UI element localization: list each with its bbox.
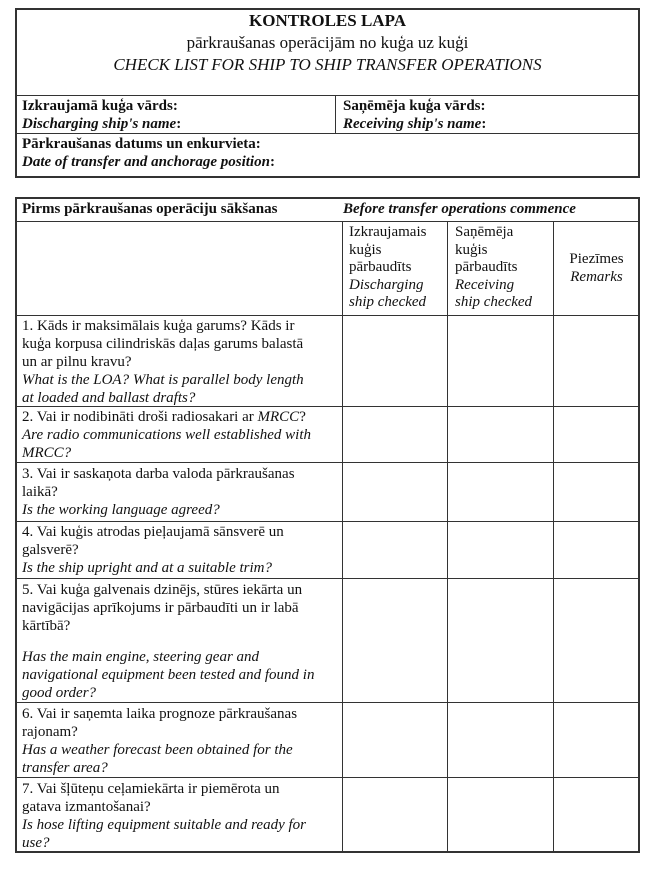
section-title-en: Before transfer operations commence: [343, 201, 576, 217]
row-sep-4: [15, 578, 640, 579]
col-header-discharging-l1: Izkraujamais: [349, 224, 427, 240]
checklist-item-7: [22, 780, 340, 852]
item-3-lv-l2: laikā?: [22, 484, 58, 500]
col-header-receiving-l1: Saņēmēja: [455, 224, 514, 240]
subtitle-lv: pārkraušanas operācijām no kuģa uz kuģi: [186, 33, 469, 52]
section-divider: [15, 221, 640, 222]
item-4-lv-l2: galsverē?: [22, 542, 79, 558]
item-5-lv-l1: 5. Vai kuģa galvenais dzinējs, stūres iekārta un: [22, 582, 303, 598]
item-7-en-l2: use?: [22, 835, 50, 851]
discharging-ship-label-en: [22, 115, 181, 133]
discharging-ship-label-en-text: Discharging ship's name: [22, 116, 177, 132]
col-header-receiving-l3: pārbaudīts: [455, 259, 518, 275]
item-6-en-l1: Has a weather forecast been obtained for the: [22, 742, 293, 758]
item-5-en-l2: navigational equipment been tested and found in: [22, 667, 315, 683]
item-6-lv-l2: rajonam?: [22, 724, 78, 740]
item-1-lv-l2: kuģa korpusa cilindriskās daļas garums balastā: [22, 336, 304, 352]
col-header-discharging-l2: kuģis: [349, 241, 382, 258]
row-sep-5: [15, 702, 640, 703]
col-header-receiving-l2: kuģis: [455, 241, 488, 258]
item-2-en-l2: MRCC?: [22, 445, 72, 461]
checklist-item-4: [22, 523, 340, 577]
col-header-discharging-en-l2: ship checked: [349, 294, 427, 310]
item-2-lv-l1: [22, 408, 340, 426]
receiving-ship-label-en: [343, 115, 486, 133]
item-2-lv-post: ?: [299, 409, 306, 425]
row-sep-3: [15, 521, 640, 522]
item-2-lv-abbr: MRCC: [257, 409, 300, 425]
receiving-colon: :: [481, 116, 487, 132]
item-1-lv-l3: un ar pilnu kravu?: [22, 354, 132, 370]
item-4-lv-l1: 4. Vai kuģis atrodas pieļaujamā sānsverē un: [22, 524, 284, 540]
item-2-lv-pre: 2. Vai ir nodibināti droši radiosakari ar: [22, 409, 258, 425]
col-header-remarks-en: Remarks: [570, 269, 623, 285]
transfer-date-label: Pārkraušanas datums un enkurvieta:: [22, 136, 261, 152]
item-6-lv-l1: 6. Vai ir saņemta laika prognoze pārkraušanas: [22, 706, 298, 722]
receiving-ship-label: Saņēmēja kuģa vārds:: [343, 98, 486, 114]
header-divider-names: [335, 95, 336, 133]
item-3-lv-l1: 3. Vai ir saskaņota darba valoda pārkraušanas: [22, 466, 295, 482]
item-1-en-l2: at loaded and ballast drafts?: [22, 390, 196, 406]
item-5-lv-l3: kārtībā?: [22, 618, 71, 634]
item-5-gap: [22, 635, 340, 648]
section-title-lv: Pirms pārkraušanas operāciju sākšanas: [22, 201, 278, 217]
item-1-en-l1: What is the LOA? What is parallel body length: [22, 372, 304, 388]
checklist-item-5: [22, 581, 340, 702]
item-3-en-l1: Is the working language agreed?: [22, 502, 220, 518]
row-sep-6: [15, 777, 640, 778]
col-header-discharging-l3: pārbaudīts: [349, 259, 412, 275]
item-1-lv-l1: 1. Kāds ir maksimālais kuģa garums? Kāds ir: [22, 318, 295, 334]
header-divider-2: [15, 133, 640, 134]
item-7-lv-l1: 7. Vai šļūteņu ceļamiekārta ir piemērota un: [22, 781, 280, 797]
item-5-lv-l2: navigācijas aprīkojums ir pārbaudīti un ir labā: [22, 600, 299, 616]
checklist-item-2: [22, 408, 340, 462]
col-header-remarks-lv: Piezīmes: [569, 251, 624, 267]
item-4-en-l1: Is the ship upright and at a suitable trim?: [22, 560, 273, 576]
discharging-ship-label: Izkraujamā kuģa vārds:: [22, 98, 178, 114]
checklist-item-6: [22, 705, 340, 777]
checklist-item-3: [22, 465, 340, 519]
transfer-date-label-en: [22, 153, 275, 171]
item-7-lv-l2: gatava izmantošanai?: [22, 799, 151, 815]
col-header-discharging-en-l1: Discharging: [349, 276, 424, 293]
col-header-receiving-en-l2: ship checked: [455, 294, 533, 310]
transfer-date-label-en-text: Date of transfer and anchorage position: [22, 154, 270, 170]
row-sep-header: [15, 315, 640, 316]
col-header-receiving-en-l1: Receiving: [455, 276, 515, 293]
col-header-remarks: [553, 250, 640, 286]
item-6-en-l2: transfer area?: [22, 760, 108, 776]
checklist-item-1: [22, 317, 340, 407]
discharging-colon: :: [176, 116, 182, 132]
page-title: KONTROLES LAPA: [249, 11, 406, 30]
item-5-en-l1: Has the main engine, steering gear and: [22, 649, 260, 665]
item-7-en-l1: Is hose lifting equipment suitable and ready for: [22, 817, 306, 833]
header-divider-1: [15, 95, 640, 96]
item-5-en-l3: good order?: [22, 685, 97, 701]
date-colon: :: [269, 154, 275, 170]
col-header-discharging: [349, 224, 426, 312]
row-sep-2: [15, 462, 640, 463]
col-header-receiving: [455, 224, 532, 312]
receiving-ship-label-en-text: Receiving ship's name: [343, 116, 482, 132]
subtitle-en: CHECK LIST FOR SHIP TO SHIP TRANSFER OPERATIONS: [113, 55, 542, 74]
item-2-en-l1: Are radio communications well established with: [22, 427, 312, 443]
